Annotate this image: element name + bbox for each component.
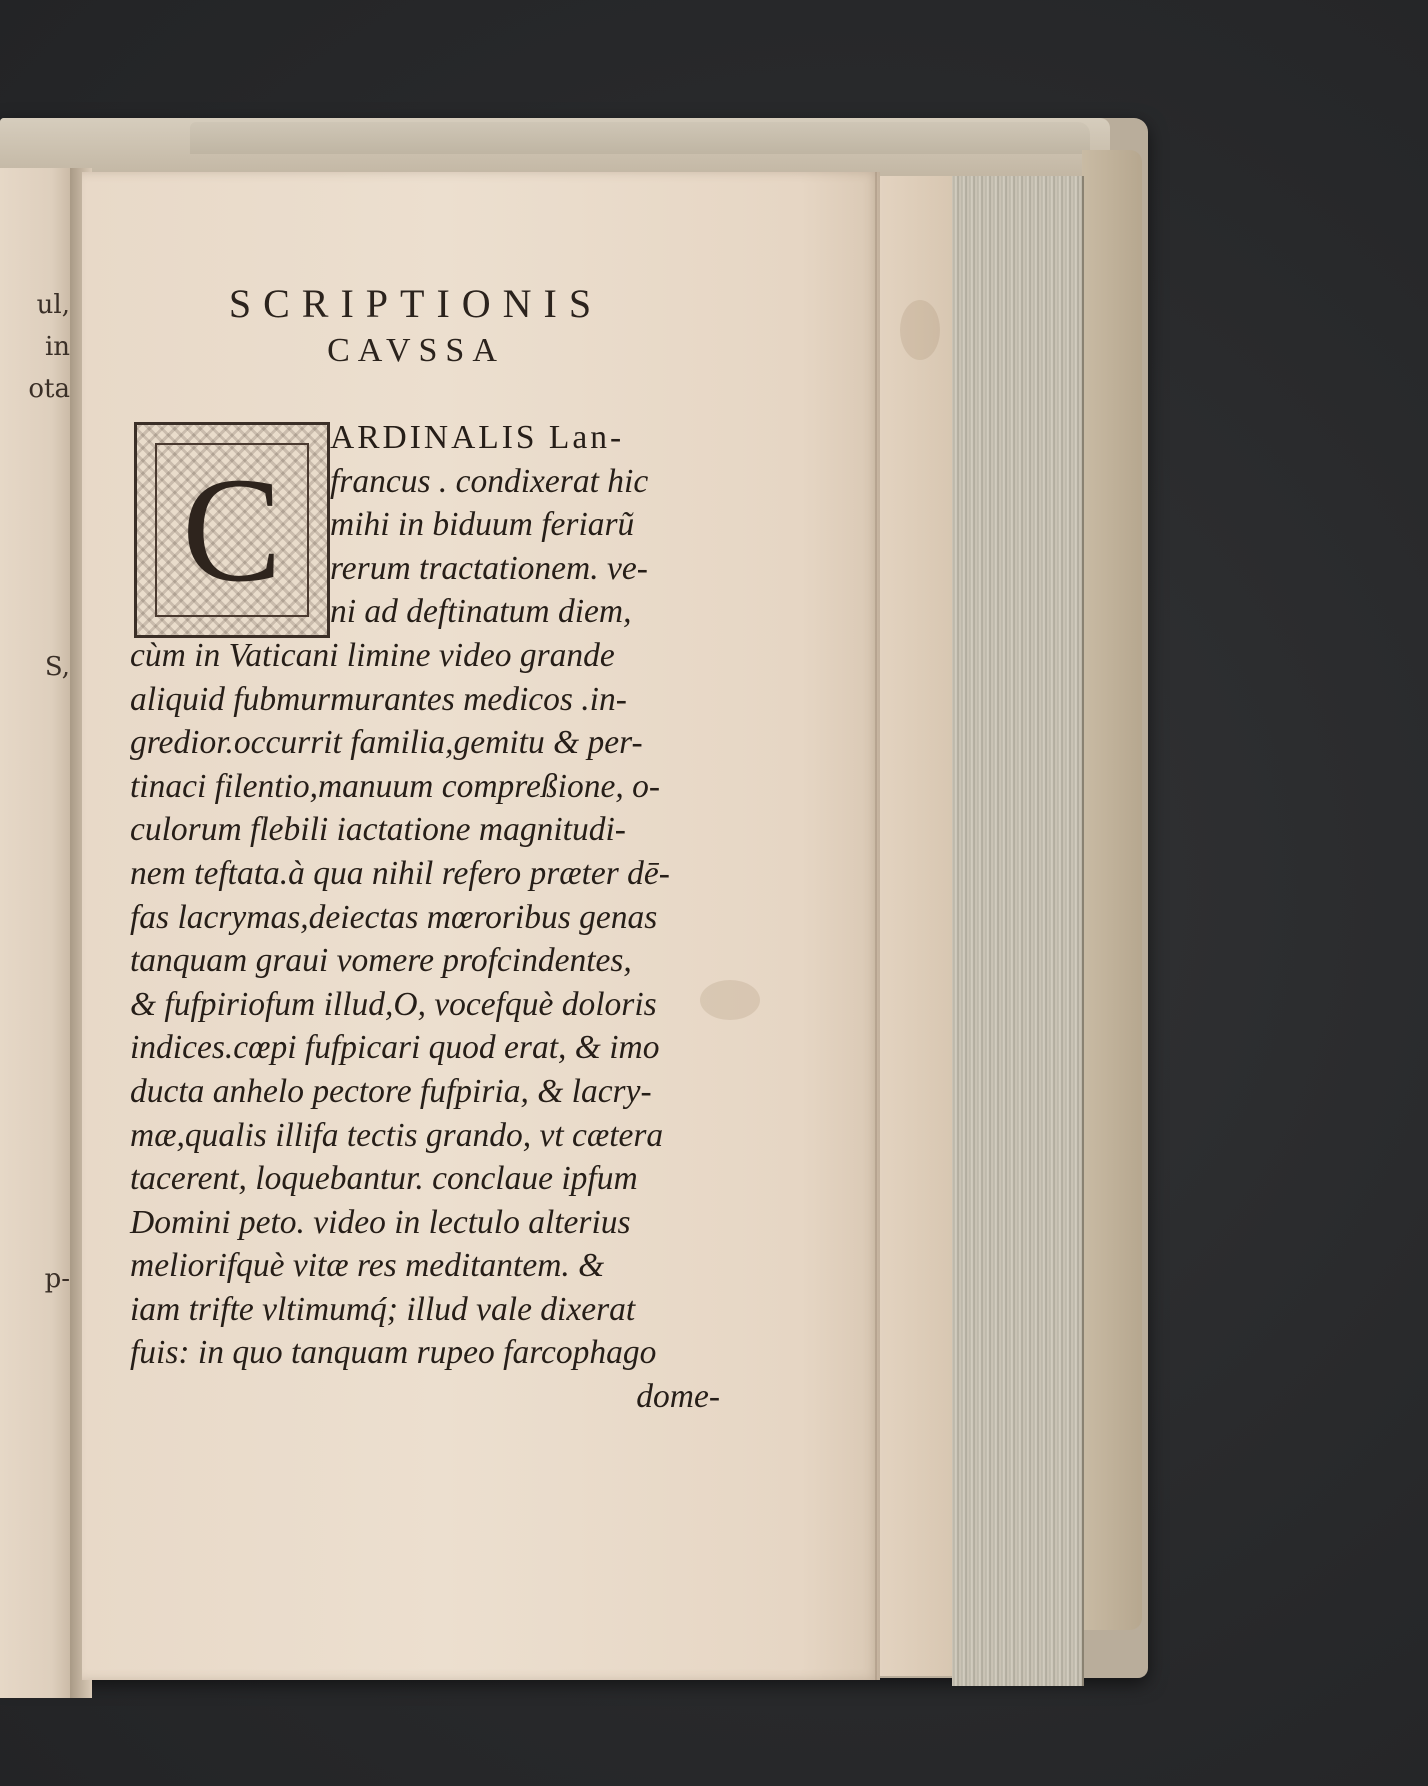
- text-line: mæ,qualis illifa tectis grando, vt cætera: [130, 1116, 664, 1154]
- text-line: culorum flebili iactatione magnitudi-: [130, 811, 626, 849]
- text-line: aliquid fubmurmurantes medicos .in-: [130, 680, 627, 718]
- text-line: tinaci filentio,manuum compreßione, o-: [130, 767, 661, 805]
- left-page: [0, 168, 74, 1698]
- section-subtitle: CAVSSA: [327, 332, 505, 369]
- text-line: meliorifquè vitæ res meditantem. &: [130, 1247, 605, 1285]
- text-line: tanquam graui vomere profcindentes,: [130, 942, 632, 980]
- page-fore-edge: [880, 176, 952, 1676]
- text-line: francus . condixerat hic: [330, 462, 649, 500]
- text-line: & fufpiriofum illud,O, vocefquè doloris: [130, 985, 657, 1023]
- text-line: cùm in Vaticani limine video grande: [130, 636, 615, 674]
- page-edges: [952, 176, 1084, 1686]
- paper-stain: [900, 300, 940, 360]
- text-line: Domini peto. video in lectulo alterius: [130, 1203, 631, 1241]
- text-line: gredior.occurrit familia,gemitu & per-: [130, 724, 643, 762]
- text-line: ducta anhelo pectore fufpiria, & lacry-: [130, 1072, 652, 1110]
- text-line: iam trifte vltimumq́; illud vale dixerat: [130, 1290, 636, 1328]
- left-page-fragment: S,: [44, 652, 70, 682]
- text-line: ARDINALIS Lan-: [330, 419, 625, 456]
- book-cover-right: [1082, 150, 1142, 1630]
- section-title: SCRIPTIONIS: [228, 281, 604, 326]
- text-line: nem teftata.à qua nihil refero præter dē-: [130, 854, 670, 892]
- left-page-fragment: ota: [28, 374, 70, 404]
- text-line: ni ad deftinatum diem,: [330, 593, 632, 631]
- body-text: [130, 416, 720, 1419]
- left-page-fragment: in: [44, 332, 70, 362]
- left-page-fragment: p-: [44, 1264, 70, 1294]
- text-line: fuis: in quo tanquam rupeo farcophago: [130, 1334, 657, 1372]
- catchword: dome-: [636, 1378, 720, 1416]
- book-top-edge: [190, 122, 1090, 154]
- text-line: indices.cœpi fufpicari quod erat, & imo: [130, 1029, 660, 1067]
- text-line: mihi in biduum feriarũ: [330, 506, 635, 544]
- initial-letter: C: [181, 447, 283, 613]
- text-line: rerum tractationem. ve-: [330, 549, 648, 587]
- text-line: tacerent, loquebantur. conclaue ipfum: [130, 1160, 638, 1198]
- text-line: fas lacrymas,deiectas mœroribus genas: [130, 898, 658, 936]
- left-page-fragment: ul,: [36, 290, 70, 320]
- page-fold-line: [875, 172, 877, 1680]
